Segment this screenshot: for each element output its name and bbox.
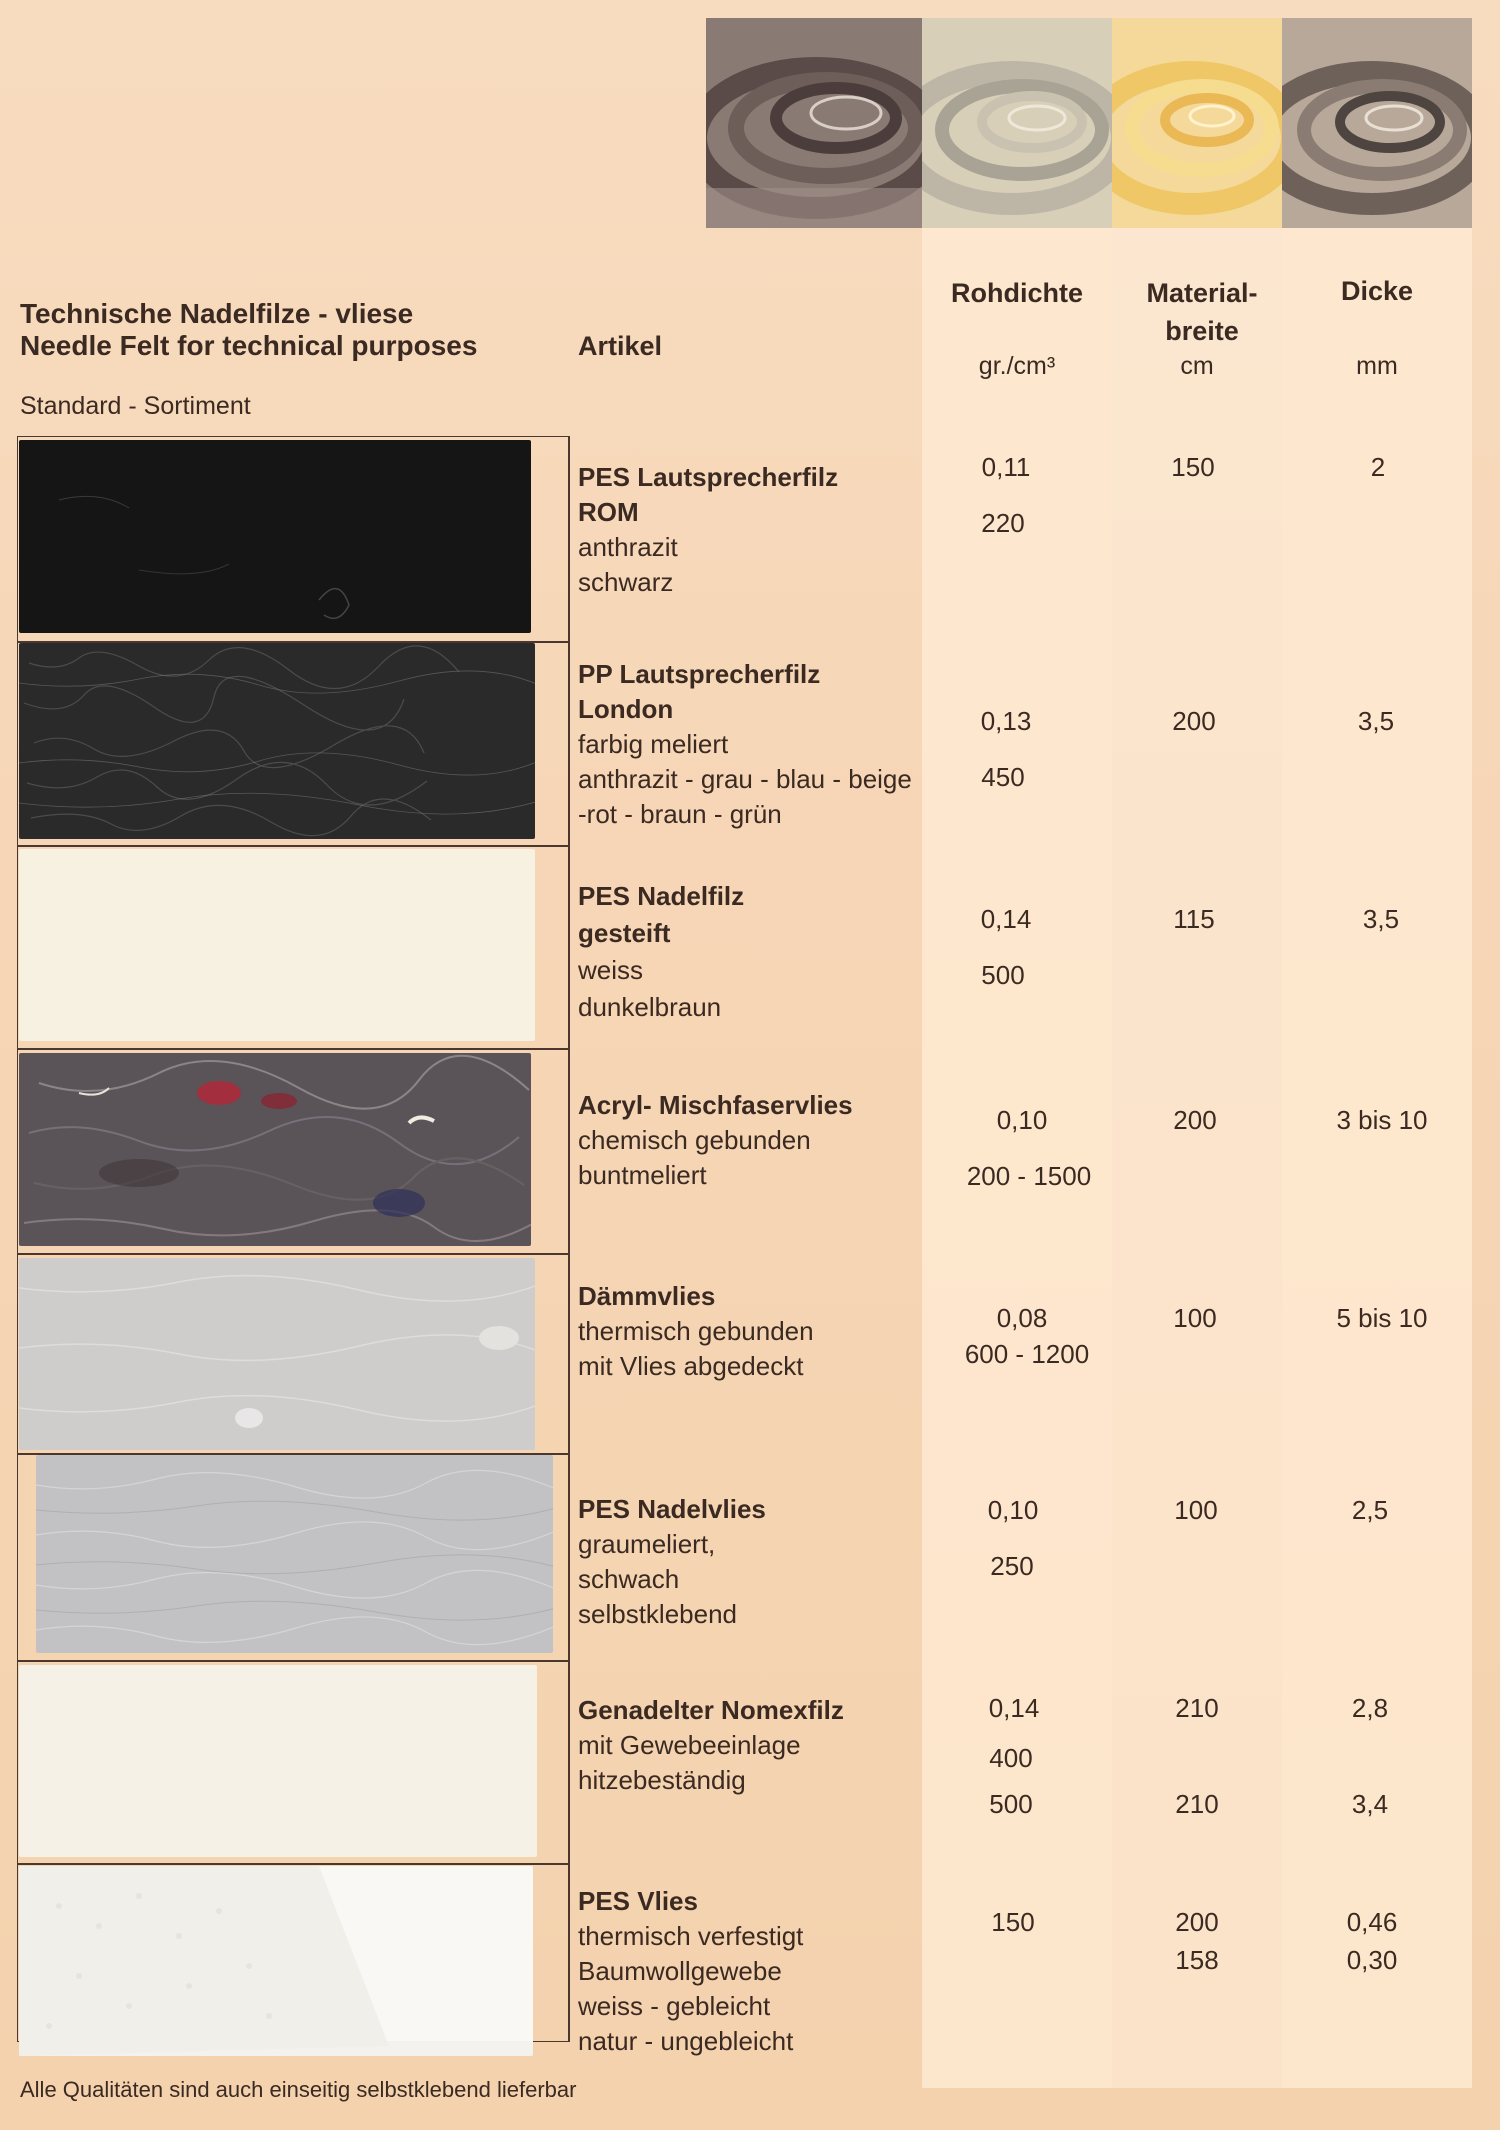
width-value: 210: [1175, 1789, 1219, 1819]
thickness-value: 0,46: [1346, 1907, 1398, 1937]
article-name: Acryl- Mischfaservlies: [578, 1090, 853, 1120]
width-value: 115: [1173, 904, 1215, 934]
felt-roll-photo-2: [922, 18, 1112, 228]
title-line-en: Needle Felt for technical purposes: [20, 330, 478, 361]
article-desc: selbstklebend: [578, 1599, 737, 1629]
weight-value: 500: [989, 1789, 1033, 1819]
density-value: 0,10: [996, 1105, 1048, 1135]
row-divider: [17, 845, 569, 847]
article-name-sub: gesteift: [578, 918, 671, 948]
row-divider: [17, 1048, 569, 1050]
article-desc: weiss - gebleicht: [578, 1991, 771, 2021]
felt-swatch-daemmvlies: [19, 1258, 535, 1450]
header-breite-line1: Material-: [1146, 278, 1258, 308]
thickness-value: 3,5: [1362, 904, 1400, 934]
article-desc: schwach: [578, 1564, 680, 1594]
density-value: 0,13: [980, 706, 1032, 736]
row-divider: [17, 1863, 569, 1865]
felt-swatch-london: [19, 643, 535, 839]
weight-value: 220: [981, 508, 1025, 538]
density-value: 0,11: [981, 452, 1031, 482]
header-breite-line2: breite: [1165, 316, 1239, 346]
felt-swatch-nadelfilz: [19, 849, 535, 1041]
header-breite: [1112, 274, 1292, 350]
article-nomexfilz: [578, 1693, 844, 1798]
weight-value: 250: [990, 1551, 1034, 1581]
article-desc: buntmeliert: [578, 1160, 707, 1190]
thickness-value: 2: [1370, 452, 1386, 482]
width-value: 150: [1171, 452, 1215, 482]
density-value: 150: [991, 1907, 1035, 1937]
density-value: 0,10: [987, 1495, 1039, 1525]
article-pes-vlies: [578, 1884, 803, 2059]
header-rohdichte: Rohdichte: [951, 278, 1083, 308]
thickness-value: 0,30: [1346, 1945, 1398, 1975]
felt-swatch-pes-vlies: [19, 1866, 533, 2056]
header-dicke: Dicke: [1340, 276, 1414, 306]
article-desc: anthrazit: [578, 532, 678, 562]
width-value: 210: [1175, 1693, 1219, 1723]
width-value: 100: [1174, 1495, 1218, 1525]
row-divider: [17, 1253, 569, 1255]
felt-roll-photo-3: [1112, 18, 1282, 228]
weight-value: 450: [981, 762, 1025, 792]
article-desc: schwarz: [578, 567, 674, 597]
article-desc: dunkelbraun: [578, 992, 722, 1022]
felt-swatch-acryl: [19, 1053, 531, 1246]
felt-roll-photo-1: [706, 18, 922, 228]
article-name-sub: London: [578, 694, 674, 724]
article-name: Dämmvlies: [578, 1281, 716, 1311]
width-value: 200: [1172, 706, 1216, 736]
article-name: PES Lautsprecherfilz: [578, 462, 839, 492]
article-nadelvlies: [578, 1492, 766, 1632]
density-value: 0,14: [980, 904, 1032, 934]
thickness-value: 5 bis 10: [1336, 1303, 1428, 1333]
article-name: Genadelter Nomexfilz: [578, 1695, 844, 1725]
header-breite-unit: cm: [1180, 352, 1214, 380]
article-london: [578, 657, 912, 832]
thickness-value: 3,5: [1357, 706, 1395, 736]
article-desc: anthrazit - grau - blau - beige: [578, 764, 912, 794]
page-title: [20, 298, 477, 362]
article-desc: chemisch gebunden: [578, 1125, 811, 1155]
weight-value: 200 - 1500: [966, 1161, 1092, 1191]
subtitle: Standard - Sortiment: [20, 392, 251, 420]
felt-roll-photo-4: [1282, 18, 1472, 228]
row-divider: [17, 1660, 569, 1662]
article-name: PP Lautsprecherfilz: [578, 659, 821, 689]
weight-value: 500: [981, 960, 1025, 990]
thickness-value: 2,8: [1351, 1693, 1389, 1723]
article-acryl: [578, 1088, 853, 1193]
article-desc: natur - ungebleicht: [578, 2026, 794, 2056]
article-desc: thermisch gebunden: [578, 1316, 814, 1346]
header-rohdichte-unit: gr./cm³: [978, 352, 1056, 380]
footnote: Alle Qualitäten sind auch einseitig selbstklebend lieferbar: [20, 2077, 577, 2102]
article-desc: -rot - braun - grün: [578, 799, 782, 829]
article-desc: farbig meliert: [578, 729, 729, 759]
felt-swatch-nomexfilz: [19, 1665, 537, 1857]
article-daemmvlies: [578, 1279, 814, 1384]
article-desc: mit Vlies abgedeckt: [578, 1351, 804, 1381]
weight-value: 400: [989, 1743, 1033, 1773]
felt-swatch-nadelvlies: [36, 1455, 553, 1653]
thickness-value: 3 bis 10: [1336, 1105, 1428, 1135]
header-artikel: Artikel: [578, 331, 663, 361]
article-desc: mit Gewebeeinlage: [578, 1730, 801, 1760]
article-rom: [578, 460, 838, 600]
felt-swatch-rom: [19, 440, 531, 633]
width-value: 100: [1173, 1303, 1217, 1333]
header-dicke-unit: mm: [1356, 352, 1398, 380]
article-desc: Baumwollgewebe: [578, 1956, 782, 1986]
thickness-value: 2,5: [1351, 1495, 1389, 1525]
weight-value: 600 - 1200: [964, 1339, 1090, 1369]
article-name: PES Vlies: [578, 1886, 698, 1916]
width-value: 158: [1175, 1945, 1219, 1975]
thickness-value: 3,4: [1351, 1789, 1389, 1819]
article-desc: weiss: [578, 955, 644, 985]
article-desc: graumeliert,: [578, 1529, 716, 1559]
article-name: PES Nadelvlies: [578, 1494, 766, 1524]
density-value: 0,08: [996, 1303, 1048, 1333]
width-value: 200: [1173, 1105, 1217, 1135]
article-desc: thermisch verfestigt: [578, 1921, 804, 1951]
width-value: 200: [1175, 1907, 1219, 1937]
density-value: 0,14: [988, 1693, 1040, 1723]
article-desc: hitzebeständig: [578, 1765, 746, 1795]
article-name: PES Nadelfilz: [578, 881, 745, 911]
title-line-de: Technische Nadelfilze - vliese: [20, 298, 414, 329]
article-name-sub: ROM: [578, 497, 639, 527]
article-nadelfilz: [578, 878, 744, 1026]
